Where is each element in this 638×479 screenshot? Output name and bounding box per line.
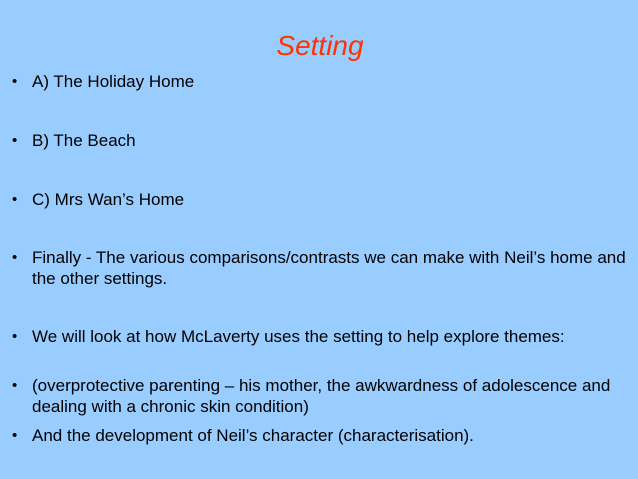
slide-title bbox=[0, 28, 638, 64]
bullet-text: Finally - The various comparisons/contrasts we can make with Neil’s home and the other settings. bbox=[32, 248, 626, 288]
bullet-icon: • bbox=[12, 73, 18, 90]
bullet-item bbox=[12, 326, 628, 347]
bullet-text: C) Mrs Wan’s Home bbox=[32, 190, 185, 209]
bullet-item bbox=[12, 189, 628, 210]
bullet-icon: • bbox=[12, 132, 18, 149]
bullet-icon: • bbox=[12, 377, 18, 394]
bullet-item bbox=[12, 375, 628, 417]
bullet-icon: • bbox=[12, 191, 18, 208]
bullet-item bbox=[12, 425, 628, 446]
bullet-text: B) The Beach bbox=[32, 131, 136, 150]
bullet-text: And the development of Neil’s character (characterisation). bbox=[32, 426, 474, 445]
bullet-item bbox=[12, 71, 628, 92]
slide-title-text: Setting bbox=[276, 30, 364, 61]
bullet-text: (overprotective parenting – his mother, the awkwardness of adolescence and dealing with a chronic skin condition) bbox=[32, 376, 611, 416]
bullet-item bbox=[12, 130, 628, 151]
bullet-item bbox=[12, 247, 628, 289]
bullet-text: A) The Holiday Home bbox=[32, 72, 195, 91]
bullet-text: We will look at how McLaverty uses the setting to help explore themes: bbox=[32, 327, 565, 346]
bullet-icon: • bbox=[12, 249, 18, 266]
bullet-icon: • bbox=[12, 427, 18, 444]
bullet-icon: • bbox=[12, 328, 18, 345]
